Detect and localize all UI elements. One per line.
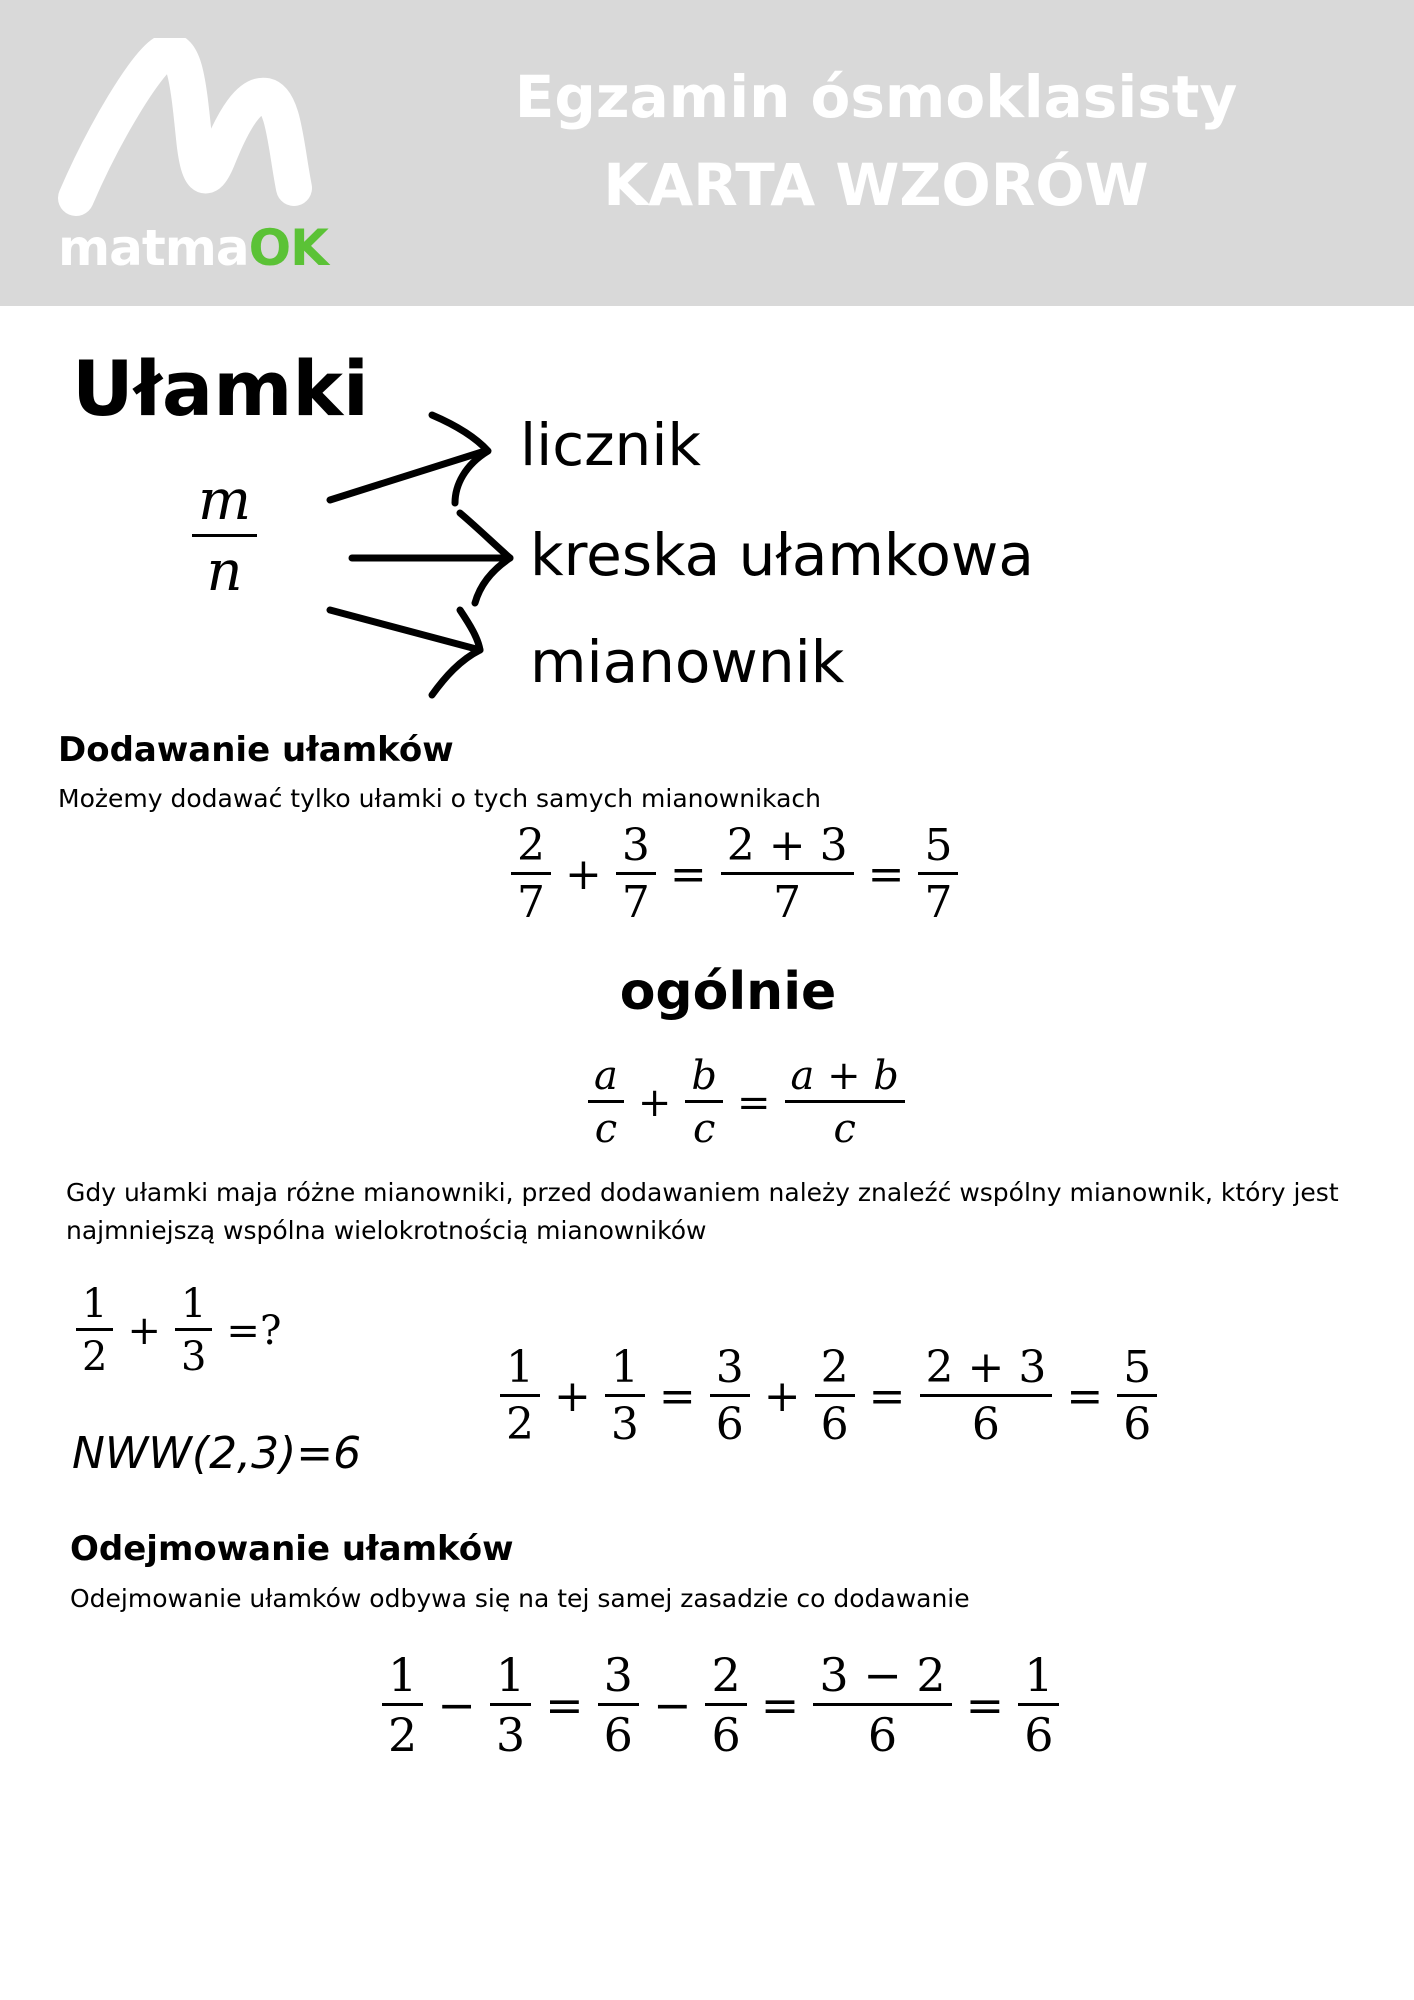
fraction: $\frac{1}{3}$ [175,1282,212,1379]
general-addition-equation [582,1054,911,1151]
header-title-line1: Egzamin ósmoklasisty [514,63,1238,131]
subtraction-rule-text: Odejmowanie ułamków odbywa się na tej samej zasadzie co dodawanie [70,1584,970,1613]
heading-subtraction: Odejmowanie ułamków [70,1529,514,1569]
plus-sign: + [127,1307,161,1354]
fraction: $\frac{a + b}{c}$ [785,1054,905,1151]
label-denominator: mianownik [530,628,845,696]
equals-sign: = [658,1371,696,1423]
header-title-line2: KARTA WZORÓW [603,151,1149,219]
lcm-text: NWW(2,3)=6 [72,1428,362,1479]
addition-rule-text: Możemy dodawać tylko ułamki o tych samych mianownikach [58,784,821,813]
fraction: $\frac{1}{3}$ [490,1650,531,1760]
fraction: $\frac{2}{6}$ [815,1344,855,1450]
fraction: $\frac{1}{2}$ [500,1344,540,1450]
heading-addition: Dodawanie ułamków [58,730,454,770]
plus-sign: + [763,1371,801,1423]
denominator: n [206,538,243,604]
fraction: $\frac{1}{2}$ [76,1282,113,1379]
header [0,0,1414,306]
addition-example-equation [505,822,964,928]
arrow-denominator-icon [330,610,480,650]
fraction: $\frac{3}{7}$ [616,822,656,928]
equals-sign: = [545,1678,584,1733]
fraction: $\frac{2}{7}$ [511,822,551,928]
equals-question: =? [226,1307,282,1354]
plus-sign: + [554,1371,591,1423]
question-equation [70,1282,289,1379]
anatomy-arrows [320,405,540,705]
fraction: $\frac{5}{6}$ [1117,1344,1157,1450]
logo-text-part2: OK [248,219,328,277]
equals-sign: = [867,849,905,901]
equals-sign: = [868,1371,906,1423]
fraction: $\frac{3}{6}$ [710,1344,750,1450]
label-numerator: licznik [520,411,702,479]
different-denominators-text: Gdy ułamki maja różne mianowniki, przed dodawaniem należy znaleźć wspólny mianownik, który jest najmniejszą wspólna wielokrotnością mianowników [66,1178,1339,1245]
label-fraction-bar: kreska ułamkowa [530,521,1034,589]
equals-sign: = [1066,1371,1104,1423]
fraction: $\frac{5}{7}$ [918,822,958,928]
equals-sign: = [760,1678,800,1733]
plus-sign: + [565,849,602,901]
minus-sign: − [437,1678,476,1733]
plus-sign: + [637,1079,672,1126]
fraction: $\frac{2 + 3}{7}$ [721,822,854,928]
fraction: $\frac{2 + 3}{6}$ [920,1344,1053,1450]
minus-sign: − [652,1678,692,1733]
numerator: m [198,468,252,533]
subtraction-equation [376,1650,1065,1760]
fraction: $\frac{1}{6}$ [1018,1650,1059,1760]
fraction: $\frac{2}{6}$ [705,1650,746,1760]
logo-text-part1: matma [58,219,249,277]
lcm-solution-equation [494,1344,1163,1450]
fraction: $\frac{3}{6}$ [598,1650,639,1760]
equals-sign: = [965,1678,1005,1733]
logo-wordmark [58,218,328,278]
fraction: $\frac{1}{2}$ [382,1650,423,1760]
fraction: $\frac{a}{c}$ [588,1054,624,1151]
fraction: $\frac{3 - 2}{6}$ [813,1650,951,1760]
fraction: $\frac{b}{c}$ [685,1054,723,1151]
equals-sign: = [669,849,707,901]
equals-sign: = [736,1079,771,1126]
fraction: $\frac{1}{3}$ [605,1344,645,1450]
fraction-m-over-n [192,470,257,602]
section-title: Ułamki [72,344,369,433]
heading-general: ogólnie [619,962,837,1022]
anatomy-fraction [186,470,263,602]
